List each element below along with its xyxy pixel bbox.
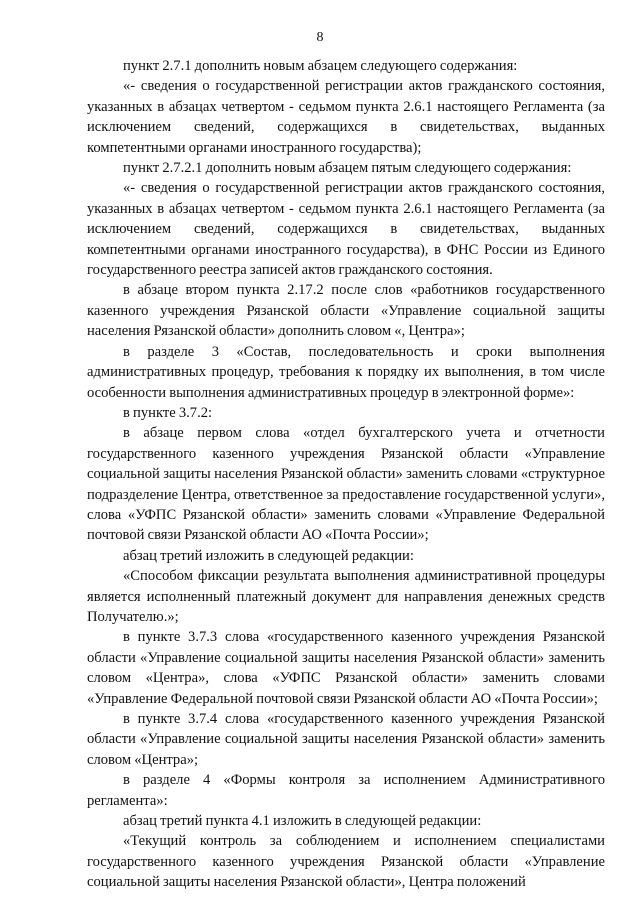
paragraph: «Способом фиксации результата выполнения административной процедуры является исполненный платежный документ для направления денежных средств Получателю.»; (87, 568, 605, 625)
page-number: 8 (316, 30, 324, 45)
paragraph: в разделе 3 «Состав, последовательность и сроки выполнения административных процедур, требования к порядку их выполнения, в том числе особенности выполнения административных процедур в электронной форме»: (87, 343, 605, 401)
paragraph: пункт 2.7.2.1 дополнить новым абзацем пятым следующего содержания: (123, 160, 572, 177)
paragraph: в разделе 4 «Формы контроля за исполнением Административного регламента»: (87, 772, 605, 809)
paragraph: в пункте 3.7.2: (123, 404, 213, 421)
paragraph: в пункте 3.7.4 слова «государственного казенного учреждения Рязанской области «Управление социальной защиты населения Рязанской области» заменить словом «Центра»; (87, 711, 605, 768)
paragraph: «- сведения о государственной регистрации актов гражданского состояния, указанных в абзацах четвертом - седьмом пункта 2.6.1 настоящего Регламента (за исключением сведений, содержащихся в свидетельствах, выданных компетентными органами иностранного государства), в ФНС России из Единого государственного реестра записей актов гражданского состояния. (87, 180, 605, 279)
paragraph: «Текущий контроль за соблюдением и исполнением специалистами государственного казенного учреждения Рязанской области «Управление социальной защиты населения Рязанской области», Центра положений (87, 833, 605, 891)
paragraph: в абзаце первом слова «отдел бухгалтерского учета и отчетности государственного казенного учреждения Рязанской области «Управление социальной защиты населения Рязанской области» заменить словами «структурное подразделение Центра, ответственное за предоставление государственной услуги», слова «УФПС Рязанской области» заменить словами «Управление Федеральной почтовой связи Рязанской области АО «Почта России»; (87, 425, 605, 544)
paragraph: в абзаце втором пункта 2.17.2 после слов «работников государственного казенного учреждения Рязанской области «Управление социальной защиты населения Рязанской области» дополнить словом «, Центра»; (87, 282, 605, 340)
paragraph: в пункте 3.7.3 слова «государственного казенного учреждения Рязанской области «Управление социальной защиты населения Рязанской области» заменить словом «Центра», слова «УФПС Рязанской области» заменить словами «Управление Федеральной почтовой связи Рязанской области АО «Почта России»; (87, 629, 605, 707)
paragraph: пункт 2.7.1 дополнить новым абзацем следующего содержания: (123, 58, 518, 74)
document-body (87, 56, 605, 893)
paragraph: абзац третий изложить в следующей редакции: (123, 547, 414, 564)
paragraph: «- сведения о государственной регистрации актов гражданского состояния, указанных в абзацах четвертом - седьмом пункта 2.6.1 настоящего Регламента (за исключением сведений, содержащихся в свидетельствах, выданных компетентными органами иностранного государства); (87, 78, 605, 156)
paragraph: абзац третий пункта 4.1 изложить в следующей редакции: (123, 813, 482, 830)
